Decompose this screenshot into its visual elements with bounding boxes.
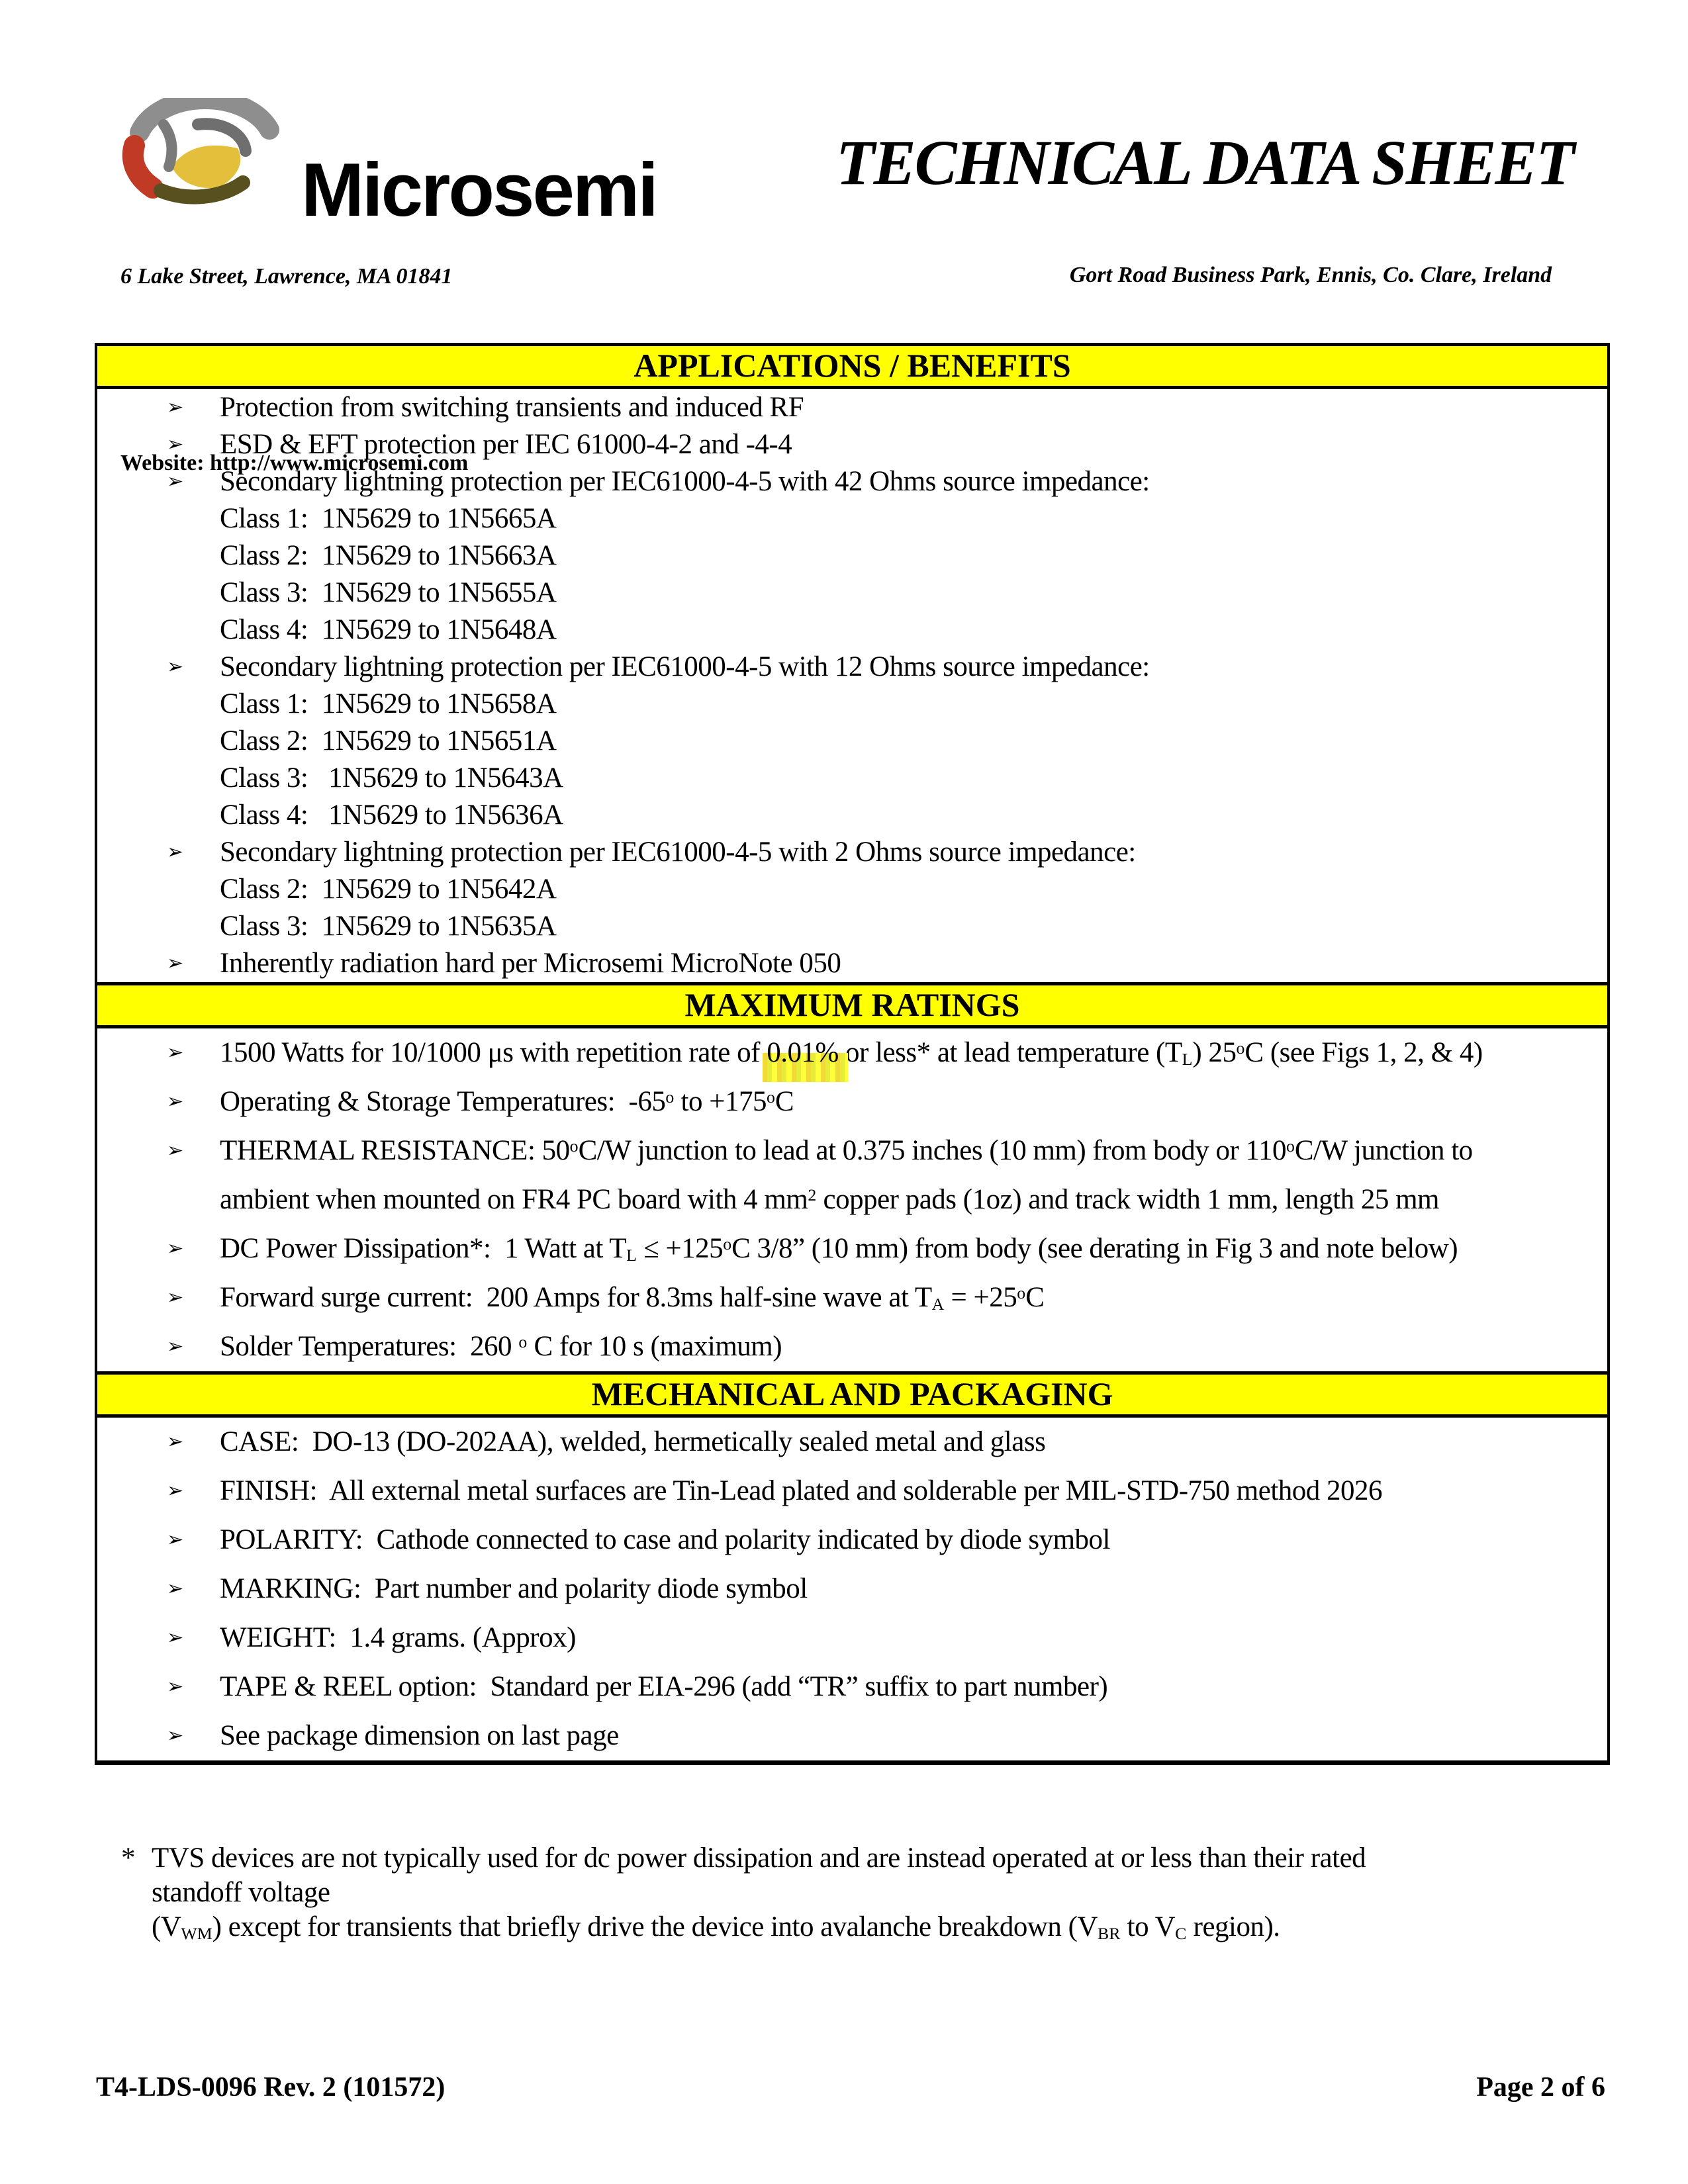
- item-text: POLARITY: Cathode connected to case and polarity indicated by diode symbol: [220, 1524, 1110, 1555]
- item-text: FINISH: All external metal surfaces are Tin-Lead plated and solderable per MIL-STD-750 method 2026: [220, 1475, 1383, 1506]
- arrow-bullet-icon: ➢: [167, 1237, 184, 1260]
- page-footer: [96, 2071, 1605, 2103]
- item-text: ambient when mounted on FR4 PC board with 4 $mm^2$ copper pads (1oz) and track width 1 mm, length 25 mm: [220, 1184, 1440, 1215]
- footnote-star: *: [121, 1843, 135, 1874]
- bullet-item: [97, 834, 1607, 871]
- arrow-bullet-icon: ➢: [167, 1041, 184, 1064]
- continuation-line: [97, 1175, 1607, 1224]
- bullet-item: [97, 649, 1607, 686]
- bullet-item: [97, 1126, 1607, 1175]
- arrow-bullet-icon: ➢: [167, 433, 184, 456]
- item-text: Class 2: 1N5629 to 1N5642A: [220, 874, 557, 905]
- continuation-line: [97, 537, 1607, 574]
- ie-address-line-1: Gort Road Business Park, Ennis, Co. Clare, Ireland: [1069, 263, 1552, 287]
- content-box: [95, 343, 1610, 1765]
- applications-list: [97, 389, 1607, 982]
- item-text: Secondary lightning protection per IEC61000-4-5 with 2 Ohms source impedance:: [220, 837, 1136, 868]
- footnote-line: $(V_{WM})$ except for transients that briefly drive the device into avalanche breakdown ($V_{BR}$ to $V_C$ region).: [152, 1911, 1280, 1943]
- item-text: Solder Temperatures: 260 $^o$ C for 10 s (maximum): [220, 1331, 782, 1362]
- item-text: 1500 Watts for 10/1000 μs with repetition rate of 0.01% or less* at lead temperature $(T_L)$ 25$^o$C (see Figs 1, 2, & 4): [220, 1037, 1483, 1069]
- arrow-bullet-icon: ➢: [167, 1577, 184, 1600]
- bullet-item: [97, 1711, 1607, 1760]
- bullet-item: [97, 945, 1607, 982]
- footer-doc-number: T4-LDS-0096 Rev. 2 (101572): [96, 2072, 445, 2103]
- continuation-line: [97, 760, 1607, 797]
- arrow-bullet-icon: ➢: [167, 1724, 184, 1747]
- item-text: Class 2: 1N5629 to 1N5651A: [220, 725, 557, 756]
- datasheet-title: TECHNICAL DATA SHEET: [835, 127, 1574, 198]
- arrow-bullet-icon: ➢: [167, 1430, 184, 1453]
- arrow-bullet-icon: ➢: [167, 1090, 184, 1113]
- bullet-item: [97, 389, 1607, 426]
- arrow-bullet-icon: ➢: [167, 952, 184, 975]
- continuation-line: [97, 500, 1607, 537]
- continuation-line: [97, 908, 1607, 945]
- microsemi-logo-icon: [116, 98, 293, 212]
- item-text: Class 1: 1N5629 to 1N5658A: [220, 688, 557, 719]
- footnote-line: standoff voltage: [152, 1877, 330, 1908]
- item-text: Protection from switching transients and induced RF: [220, 392, 804, 423]
- us-address-line-3: Website: http://www.microsemi.com: [120, 451, 469, 475]
- bullet-item: [97, 1614, 1607, 1662]
- bullet-item: [97, 1467, 1607, 1516]
- item-text: Class 1: 1N5629 to 1N5665A: [220, 503, 557, 534]
- bullet-item: [97, 1322, 1607, 1371]
- item-text: Forward surge current: 200 Amps for 8.3ms half-sine wave at $T_A = +25^oC$: [220, 1282, 1045, 1314]
- item-text: Class 4: 1N5629 to 1N5636A: [220, 799, 563, 831]
- footer-page-number: Page 2 of 6: [1476, 2072, 1605, 2103]
- footnote-line: * TVS devices are not typically used for dc power dissipation and are instead operated at or less than their rated: [121, 1841, 1366, 1876]
- arrow-bullet-icon: ➢: [167, 1335, 184, 1358]
- item-text: Inherently radiation hard per Microsemi MicroNote 050: [220, 948, 841, 979]
- continuation-line: [97, 871, 1607, 908]
- arrow-bullet-icon: ➢: [167, 1675, 184, 1698]
- bullet-item: [97, 1565, 1607, 1614]
- bullet-item: [97, 463, 1607, 500]
- item-text: Operating & Storage Temperatures: -65$^o$ to $+175^oC$: [220, 1086, 794, 1117]
- item-text: THERMAL RESISTANCE: 50$^o$C/W junction to lead at 0.375 inches (10 mm) from body or 110$^o$C/W junction to: [220, 1135, 1473, 1166]
- arrow-bullet-icon: ➢: [167, 841, 184, 864]
- arrow-bullet-icon: ➢: [167, 1479, 184, 1502]
- bullet-item: [97, 1662, 1607, 1711]
- continuation-line: [97, 574, 1607, 612]
- item-text: Class 3: 1N5629 to 1N5655A: [220, 577, 557, 608]
- item-text: Class 2: 1N5629 to 1N5663A: [220, 540, 557, 571]
- continuation-line: [97, 686, 1607, 723]
- arrow-bullet-icon: ➢: [167, 1626, 184, 1649]
- watermark-highlight: 0.01%: [767, 1037, 839, 1068]
- bullet-item: [97, 1273, 1607, 1322]
- footnote: [121, 1841, 1366, 1944]
- item-text: Class 4: 1N5629 to 1N5648A: [220, 614, 557, 645]
- arrow-bullet-icon: ➢: [167, 1286, 184, 1309]
- maximum-ratings-list: [97, 1028, 1607, 1371]
- item-text: Secondary lightning protection per IEC61000-4-5 with 12 Ohms source impedance:: [220, 651, 1150, 682]
- item-text: Secondary lightning protection per IEC61000-4-5 with 42 Ohms source impedance:: [220, 466, 1150, 497]
- arrow-bullet-icon: ➢: [167, 1528, 184, 1551]
- arrow-bullet-icon: ➢: [167, 470, 184, 493]
- bullet-item: [97, 1224, 1607, 1273]
- item-text: TAPE & REEL option: Standard per EIA-296 (add “TR” suffix to part number): [220, 1671, 1108, 1702]
- mechanical-packaging-list: [97, 1418, 1607, 1760]
- continuation-line: [97, 797, 1607, 834]
- bullet-item: [97, 1077, 1607, 1126]
- item-text: See package dimension on last page: [220, 1720, 619, 1751]
- arrow-bullet-icon: ➢: [167, 1139, 184, 1162]
- us-address-line-1: 6 Lake Street, Lawrence, MA 01841: [120, 264, 453, 289]
- item-text: ESD & EFT protection per IEC 61000-4-2 and -4-4: [220, 429, 792, 460]
- item-text: MARKING: Part number and polarity diode symbol: [220, 1573, 808, 1604]
- bullet-item: [97, 1516, 1607, 1565]
- bullet-item: [97, 426, 1607, 463]
- item-text: WEIGHT: 1.4 grams. (Approx): [220, 1622, 576, 1653]
- arrow-bullet-icon: ➢: [167, 396, 184, 419]
- arrow-bullet-icon: ➢: [167, 655, 184, 678]
- mechanical-packaging-header: MECHANICAL AND PACKAGING: [97, 1371, 1607, 1418]
- applications-benefits-header: APPLICATIONS / BENEFITS: [97, 343, 1607, 389]
- continuation-line: [97, 723, 1607, 760]
- continuation-line: [97, 612, 1607, 649]
- maximum-ratings-header: MAXIMUM RATINGS: [97, 982, 1607, 1028]
- item-text: Class 3: 1N5629 to 1N5635A: [220, 911, 557, 942]
- bullet-item: [97, 1028, 1607, 1077]
- item-text: Class 3: 1N5629 to 1N5643A: [220, 762, 563, 794]
- item-text: CASE: DO-13 (DO-202AA), welded, hermetically sealed metal and glass: [220, 1426, 1046, 1457]
- company-name: Microsemi: [301, 148, 657, 232]
- item-text: DC Power Dissipation*: 1 Watt at $T_L \le +125^oC$ 3/8” (10 mm) from body (see derating in Fig 3 and note below): [220, 1233, 1458, 1265]
- bullet-item: [97, 1418, 1607, 1467]
